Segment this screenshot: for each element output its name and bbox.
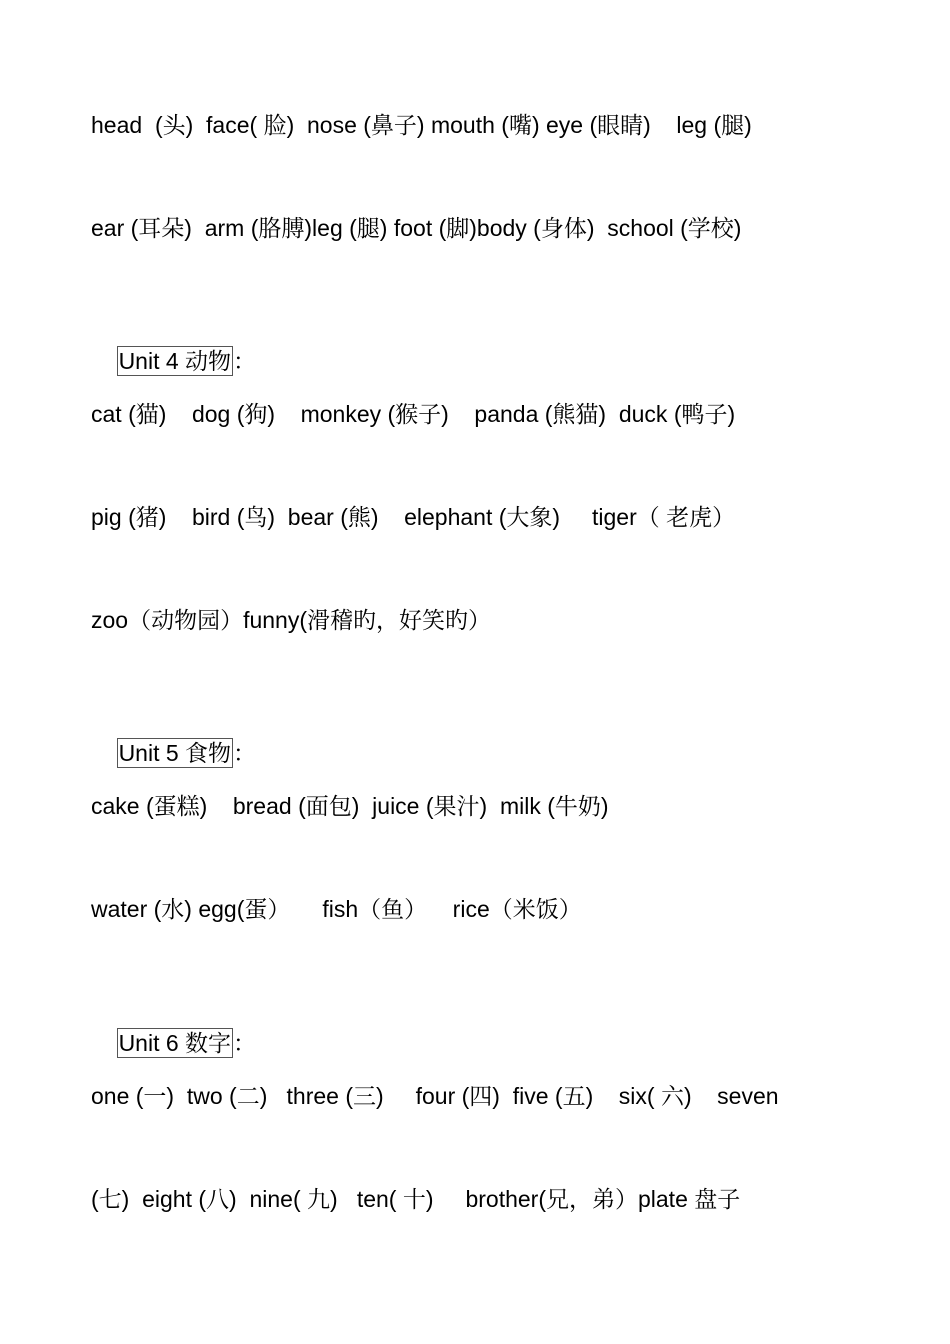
unit-6-heading-colon: ： [233,1030,257,1056]
vocab-line-animals-1: cat (猫) dog (狗) monkey (猴子) panda (熊猫) duck (鸭子) [91,401,736,427]
vocab-line-animals-3: zoo（动物园）funny(滑稽旳，好笑旳） [91,607,492,633]
vocab-line-food-2: water (水) egg(蛋） fish（鱼） rice（米饭） [91,896,582,922]
unit-5-heading-colon: ： [233,740,257,766]
unit-4-heading [91,316,256,406]
vocab-line-numbers-1: one (一) two (二) three (三) four (四) five (五) six( 六) seven [91,1083,779,1109]
unit-6-heading-label: Unit 6 数字 [118,1030,232,1056]
vocab-line-food-1: cake (蛋糕) bread (面包) juice (果汁) milk (牛奶) [91,793,609,819]
unit-4-heading-colon: ： [233,348,257,374]
vocab-line-body-1: head (头) face( 脸) nose (鼻子) mouth (嘴) eye (眼睛) leg (腿) [91,112,752,138]
vocab-line-numbers-2: (七) eight (八) nine( 九) ten( 十) brother(兄，弟）plate 盘子 [91,1186,741,1212]
vocab-line-body-2: ear (耳朵) arm (胳膊)leg (腿) foot (脚)body (身体) school (学校) [91,215,742,241]
unit-4-heading-label: Unit 4 动物 [118,348,232,374]
vocab-line-animals-2: pig (猪) bird (鸟) bear (熊) elephant (大象) tiger（ 老虎） [91,504,736,530]
unit-6-heading [91,998,256,1088]
unit-5-heading [91,708,256,798]
unit-5-heading-label: Unit 5 食物 [118,740,232,766]
